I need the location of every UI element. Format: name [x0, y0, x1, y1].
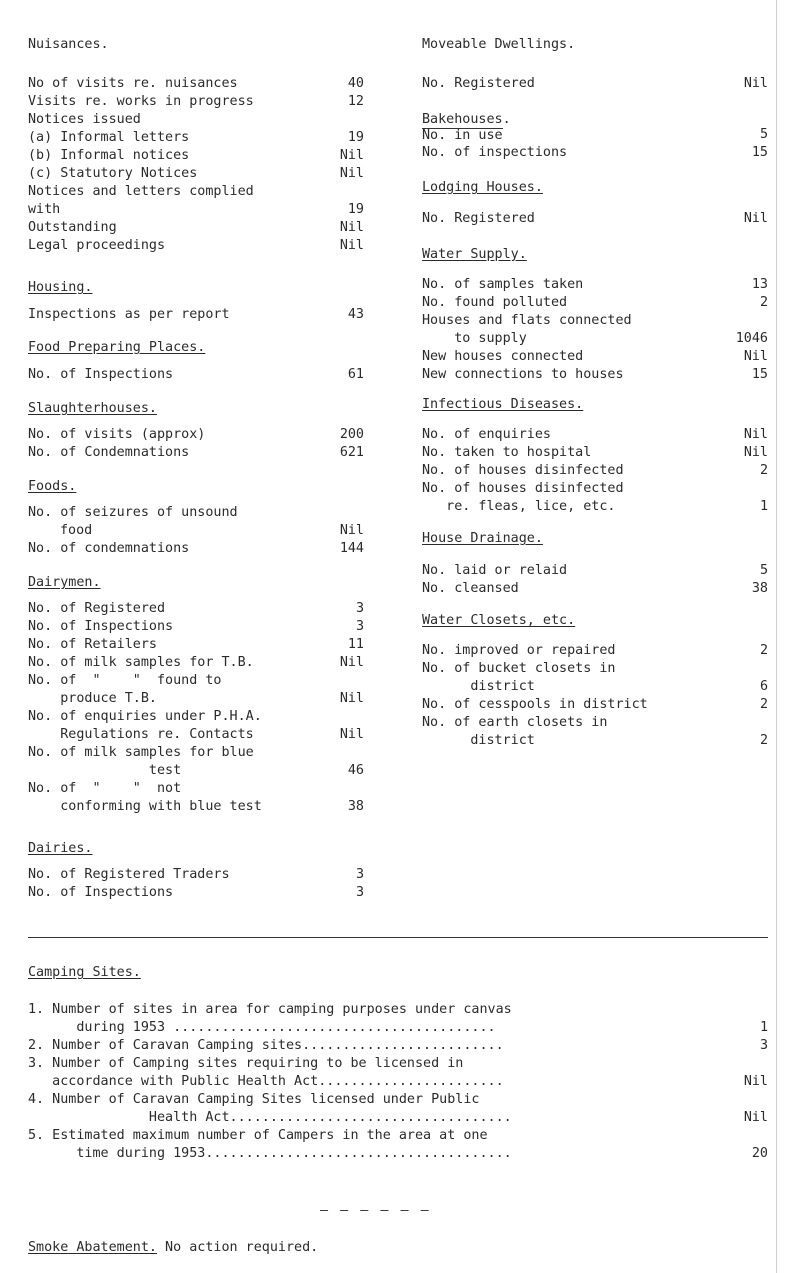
water-closets-value: 6: [759, 679, 768, 694]
heading-dairymen: Dairymen.: [28, 575, 101, 590]
infectious-value: 1: [759, 499, 768, 514]
water-closets-value: 2: [759, 643, 768, 658]
housing-value: 43: [347, 307, 364, 322]
dairymen-label: No. of Retailers: [28, 637, 157, 652]
lodging-value: Nil: [743, 211, 768, 226]
infectious-label: No. of houses disinfected: [422, 481, 624, 496]
moveable-label: No. Registered: [422, 76, 535, 91]
dairymen-value: Nil: [339, 655, 364, 670]
heading-bakehouses: Bakehouses.: [422, 112, 511, 127]
camping-item-line: Health Act...................................: [28, 1110, 512, 1125]
dairymen-label: No. of milk samples for T.B.: [28, 655, 254, 670]
bakehouse-label: No. in use: [422, 128, 503, 143]
foods-label: food: [60, 523, 93, 538]
bakehouse-value: 15: [751, 145, 768, 160]
dairymen-label: No. of enquiries under P.H.A.: [28, 709, 262, 724]
dairymen-value: 11: [347, 637, 364, 652]
water-supply-value: 15: [751, 367, 768, 382]
water-closets-value: 2: [759, 697, 768, 712]
camping-item-line: time during 1953......................................: [28, 1146, 512, 1161]
camping-item-value: 20: [751, 1146, 768, 1161]
page-margin-line: [776, 0, 777, 1273]
camping-item-line: 4. Number of Caravan Camping Sites licensed under Public: [28, 1092, 480, 1107]
dairymen-label: No. of " " not: [28, 781, 182, 796]
dairymen-value: 46: [347, 763, 364, 778]
nuisance-label: Notices issued: [28, 112, 141, 127]
water-supply-label: No. of samples taken: [422, 277, 584, 292]
water-closets-label: district: [422, 733, 535, 748]
dairymen-label: produce T.B.: [28, 691, 157, 706]
camping-item-value: Nil: [743, 1074, 768, 1089]
nuisance-value: 19: [347, 130, 364, 145]
water-supply-label: New houses connected: [422, 349, 584, 364]
nuisance-value: Nil: [339, 220, 364, 235]
infectious-label: No. taken to hospital: [422, 445, 592, 460]
dairymen-value: Nil: [339, 691, 364, 706]
heading-smoke-abatement: Smoke Abatement.: [28, 1240, 157, 1255]
bakehouse-label: No. of inspections: [422, 145, 568, 160]
heading-slaughterhouses: Slaughterhouses.: [28, 401, 157, 416]
foods-label: No. of condemnations: [28, 541, 190, 556]
nuisance-label: No of visits re. nuisances: [28, 76, 238, 91]
dairymen-label: No. of " " found to: [28, 673, 222, 688]
water-supply-value: 13: [751, 277, 768, 292]
camping-item-line: accordance with Public Health Act.......................: [28, 1074, 504, 1089]
section-divider: [28, 937, 768, 938]
nuisance-label: (c) Statutory Notices: [28, 166, 198, 181]
dairies-value: 3: [355, 867, 364, 882]
camping-item-line: 5. Estimated maximum number of Campers in the area at one: [28, 1128, 488, 1143]
water-closets-label: No. of cesspools in district: [422, 697, 648, 712]
water-supply-label: Houses and flats connected: [422, 313, 632, 328]
dairymen-value: 3: [355, 601, 364, 616]
heading-housing: Housing.: [28, 280, 93, 295]
dairymen-value: Nil: [339, 727, 364, 742]
infectious-value: Nil: [743, 427, 768, 442]
foods-label: No. of seizures of unsound: [28, 505, 238, 520]
heading-food-preparing: Food Preparing Places.: [28, 340, 206, 355]
heading-infectious-diseases: Infectious Diseases.: [422, 397, 584, 412]
foods-value: 144: [339, 541, 364, 556]
slaughter-label: No. of visits (approx): [28, 427, 206, 442]
camping-item-value: Nil: [743, 1110, 768, 1125]
nuisance-label: Legal proceedings: [28, 238, 166, 253]
water-supply-label: New connections to houses: [422, 367, 624, 382]
camping-item-value: 1: [759, 1020, 768, 1035]
nuisance-label: (a) Informal letters: [28, 130, 190, 145]
nuisance-value: 19: [347, 202, 364, 217]
housing-label: Inspections as per report: [28, 307, 230, 322]
section-title-nuisances: Nuisances.: [28, 37, 109, 52]
moveable-value: Nil: [743, 76, 768, 91]
dairymen-label: test: [28, 763, 182, 778]
camping-item-line: 1. Number of sites in area for camping purposes under canvas: [28, 1002, 512, 1017]
camping-item-line: 3. Number of Camping sites requiring to be licensed in: [28, 1056, 464, 1071]
slaughter-label: No. of Condemnations: [28, 445, 190, 460]
heading-water-supply: Water Supply.: [422, 247, 527, 262]
water-closets-label: No. of bucket closets in: [422, 661, 616, 676]
food-preparing-value: 61: [347, 367, 364, 382]
nuisance-value: 12: [347, 94, 364, 109]
camping-item-line: during 1953 ........................................: [28, 1020, 496, 1035]
heading-dairies: Dairies.: [28, 841, 93, 856]
nuisance-label: with: [28, 202, 61, 217]
camping-item-line: 2. Number of Caravan Camping sites.........................: [28, 1038, 504, 1053]
dairymen-value: 38: [347, 799, 364, 814]
nuisance-label: Notices and letters complied: [28, 184, 254, 199]
dairymen-label: No. of Registered: [28, 601, 166, 616]
water-closets-label: district: [422, 679, 535, 694]
nuisance-value: 40: [347, 76, 364, 91]
nuisance-value: Nil: [339, 166, 364, 181]
food-preparing-label: No. of Inspections: [28, 367, 174, 382]
water-supply-label: to supply: [422, 331, 527, 346]
dairymen-label: conforming with blue test: [28, 799, 262, 814]
infectious-label: No. of houses disinfected: [422, 463, 624, 478]
smoke-abatement-text: No action required.: [157, 1240, 319, 1255]
water-closets-label: No. of earth closets in: [422, 715, 608, 730]
infectious-label: re. fleas, lice, etc.: [422, 499, 616, 514]
heading-lodging-houses: Lodging Houses.: [422, 180, 543, 195]
dairies-label: No. of Inspections: [28, 885, 174, 900]
water-supply-value: 1046: [735, 331, 768, 346]
nuisance-value: Nil: [339, 238, 364, 253]
camping-item-value: 3: [759, 1038, 768, 1053]
dashed-separator: — — — — — —: [320, 1203, 431, 1218]
drainage-value: 5: [759, 563, 768, 578]
nuisance-label: Visits re. works in progress: [28, 94, 254, 109]
water-supply-value: Nil: [743, 349, 768, 364]
drainage-label: No. cleansed: [422, 581, 519, 596]
slaughter-value: 200: [339, 427, 364, 442]
heading-camping-sites: Camping Sites.: [28, 965, 141, 980]
dairymen-label: Regulations re. Contacts: [28, 727, 254, 742]
dairymen-label: No. of milk samples for blue: [28, 745, 254, 760]
bakehouse-value: 5: [759, 127, 768, 142]
water-closets-label: No. improved or repaired: [422, 643, 616, 658]
nuisance-label: Outstanding: [28, 220, 117, 235]
water-closets-value: 2: [759, 733, 768, 748]
drainage-label: No. laid or relaid: [422, 563, 568, 578]
dairymen-value: 3: [355, 619, 364, 634]
water-supply-label: No. found polluted: [422, 295, 568, 310]
slaughter-value: 621: [339, 445, 364, 460]
heading-water-closets: Water Closets, etc.: [422, 613, 576, 628]
dairymen-label: No. of Inspections: [28, 619, 174, 634]
nuisance-label: (b) Informal notices: [28, 148, 190, 163]
infectious-label: No. of enquiries: [422, 427, 551, 442]
nuisance-value: Nil: [339, 148, 364, 163]
dairies-label: No. of Registered Traders: [28, 867, 230, 882]
heading-house-drainage: House Drainage.: [422, 531, 543, 546]
foods-value: Nil: [339, 523, 364, 538]
smoke-abatement-line: [28, 1241, 318, 1254]
infectious-value: 2: [759, 463, 768, 478]
heading-foods: Foods.: [28, 479, 77, 494]
dairies-value: 3: [355, 885, 364, 900]
drainage-value: 38: [751, 581, 768, 596]
section-title-moveable-dwellings: Moveable Dwellings.: [422, 37, 576, 52]
infectious-value: Nil: [743, 445, 768, 460]
lodging-label: No. Registered: [422, 211, 535, 226]
water-supply-value: 2: [759, 295, 768, 310]
